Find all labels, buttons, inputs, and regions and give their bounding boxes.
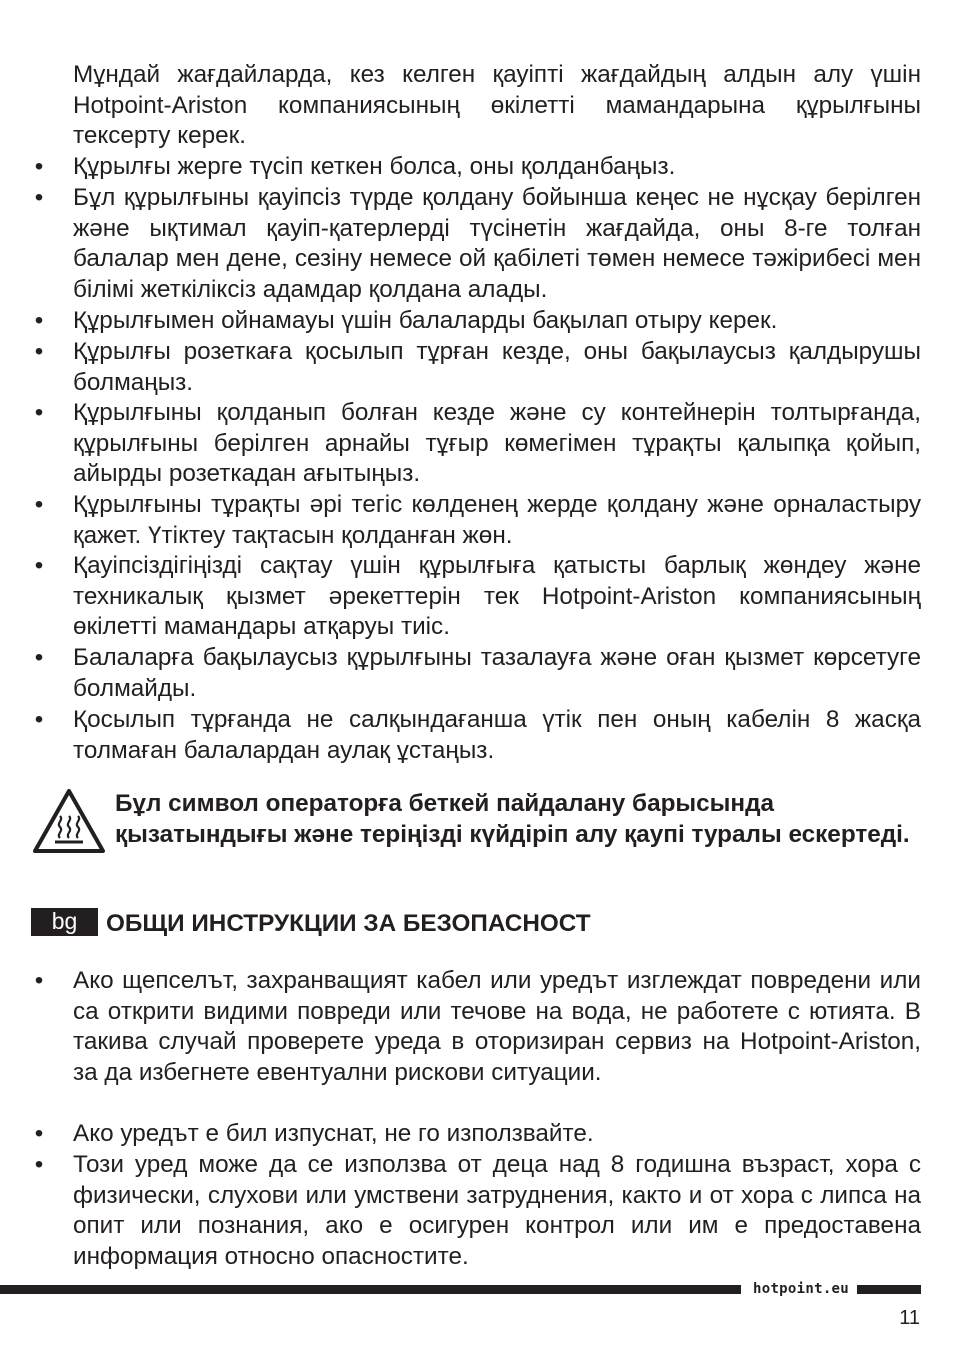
- kk-bullet-text: Балаларға бақылаусыз құрылғыны тазалауға және оған қызмет көрсетуге болмайды.: [73, 644, 921, 702]
- kk-bullet-6: [34, 490, 921, 551]
- bullet-marker: •: [34, 399, 44, 426]
- bg-bullet-text: Ако щепселът, захранващият кабел или уредът изглеждат повредени или са открити видими повреди или течове на вода, не работете с ютията. В такива случай проверете уреда в оторизиран сервиз на Hotpoint-Ariston, за да избегнете евентуални рискови ситуации.: [73, 967, 921, 1086]
- warning-text: Бұл символ операторға беткей пайдалану барысында қызатындығы және теріңізді күйдіріп алу қаупі туралы ескертеді.: [115, 790, 910, 848]
- kk-bullet-text: Құрылғы жерге түсіп кеткен болса, оны қолданбаңыз.: [73, 153, 676, 180]
- bullet-marker: •: [34, 307, 44, 334]
- kk-bullet-7: [34, 551, 921, 643]
- kk-bullet-3: [34, 306, 921, 337]
- bullet-marker: •: [34, 967, 44, 994]
- bullet-marker: •: [34, 1151, 44, 1178]
- bullet-marker: •: [34, 552, 44, 579]
- kk-bullet-5: [34, 398, 921, 490]
- footer-brand: hotpoint.eu: [752, 1281, 850, 1297]
- kk-bullet-4: [34, 337, 921, 398]
- bullet-marker: •: [34, 338, 44, 365]
- footer-rule-left: [0, 1285, 741, 1294]
- bullet-marker: •: [34, 644, 44, 671]
- bg-bullet-1: [34, 966, 921, 1088]
- bg-bullet-3: [34, 1150, 921, 1272]
- kk-bullet-text: Бұл құрылғыны қауіпсіз түрде қолдану бойынша кеңес не нұсқау берілген және ықтимал қауіп-қатерлерді түсінетін жағдайда, оны 8-ге толған балалар мен дене, сезіну немесе ой қабілеті төмен немесе тәжірибесі мен білімі жеткіліксіз адамдар қолдана алады.: [73, 184, 921, 303]
- language-badge: bg: [31, 908, 98, 936]
- bg-bullet-2: [34, 1119, 921, 1150]
- kk-bullet-text: Қосылып тұрғанда не салқындағанша үтік пен оның кабелін 8 жасқа толмаған балалардан аулақ ұстаңыз.: [73, 706, 921, 764]
- kk-bullet-text: Құрылғыны тұрақты әрі тегіс көлденең жерде қолдану және орналастыру қажет. Үтіктеу тақтасын қолданған жөн.: [73, 491, 921, 549]
- bullet-marker: •: [34, 491, 44, 518]
- section-title: ОБЩИ ИНСТРУКЦИИ ЗА БЕЗОПАСНОСТ: [106, 910, 591, 937]
- kk-bullet-text: Құрылғымен ойнамауы үшін балаларды бақылап отыру керек.: [73, 307, 778, 334]
- kk-bullet-text: Құрылғы розеткаға қосылып тұрған кезде, оны бақылаусыз қалдырушы болмаңыз.: [73, 338, 921, 396]
- bullet-marker: •: [34, 153, 44, 180]
- hot-surface-warning-icon: [31, 787, 107, 857]
- kk-bullet-text: Қауіпсіздігіңізді сақтау үшін құрылғыға қатысты барлық жөндеу және техникалық қызмет әрекеттерін тек Hotpoint-Ariston компаниясының өкілетті мамандары атқаруы тиіс.: [73, 552, 921, 641]
- bullet-marker: •: [34, 706, 44, 733]
- kk-bullet-1: [34, 152, 921, 183]
- kk-intro-paragraph: Мұндай жағдайларда, кез келген қауіпті жағдайдың алдын алу үшін Hotpoint-Ariston компаниясының өкілетті мамандарына құрылғыны тексерту керек.: [73, 61, 921, 150]
- bg-bullet-text: Този уред може да се използва от деца над 8 годишна възраст, хора с физически, слухови или умствени затруднения, както и от хора с липса на опит или познания, ако е осигурен контрол или им е предоставена информация относно опасностите.: [73, 1151, 921, 1270]
- kk-bullet-9: [34, 705, 921, 766]
- bullet-marker: •: [34, 184, 44, 211]
- page-number: 11: [899, 1307, 920, 1329]
- kk-bullet-text: Құрылғыны қолданып болған кезде және су контейнерін толтырғанда, құрылғыны берілген арнайы тұғыр көмегімен тұрақты қалыпқа қойып, айырды розеткадан ағытыңыз.: [73, 399, 921, 488]
- footer-rule-right: [857, 1285, 921, 1294]
- kk-bullet-2: [34, 183, 921, 305]
- bullet-marker: •: [34, 1120, 44, 1147]
- kk-bullet-8: [34, 643, 921, 704]
- bg-bullet-text: Ако уредът е бил изпуснат, не го използвайте.: [73, 1120, 594, 1147]
- bg-section-header: [31, 906, 911, 942]
